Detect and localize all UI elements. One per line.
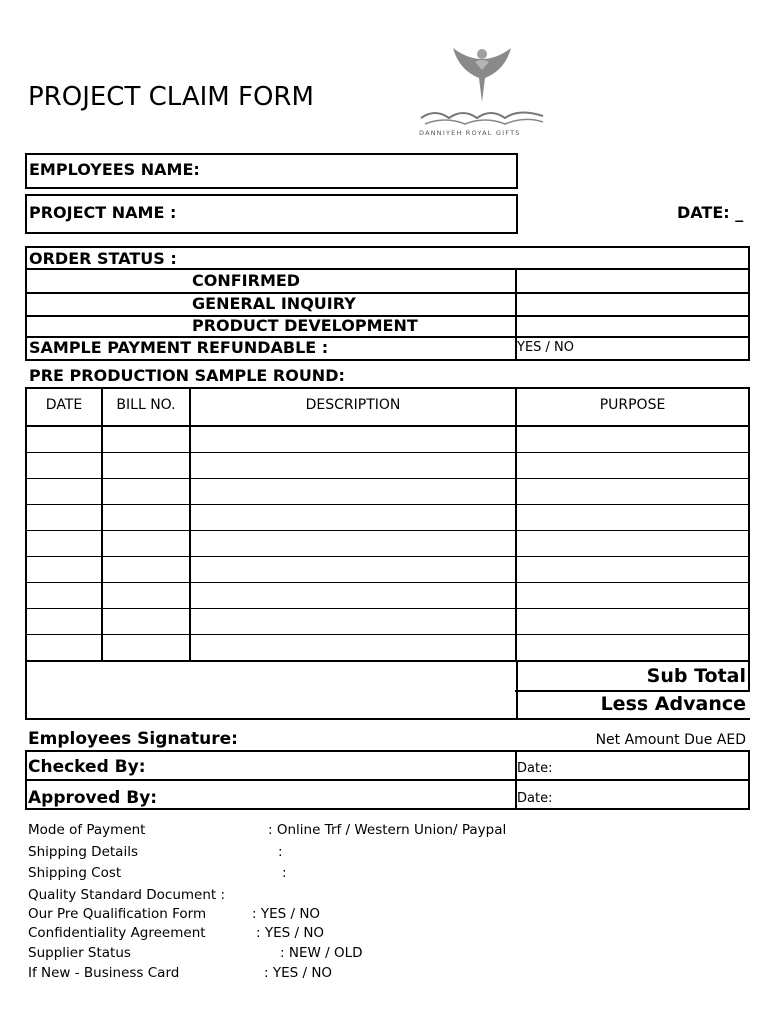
sample-payment-label: SAMPLE PAYMENT REFUNDABLE : (29, 338, 329, 357)
info-shipping-cost-label: Shipping Cost (28, 865, 122, 881)
checked-by-date-label[interactable]: Date: (517, 761, 553, 776)
info-confidentiality-value: : YES / NO (256, 925, 325, 941)
order-status-confirmed: CONFIRMED (192, 271, 301, 290)
order-status-label: ORDER STATUS : (29, 249, 177, 268)
table-header-date: DATE (45, 397, 83, 413)
project-name-label: PROJECT NAME : (29, 203, 177, 222)
confirmed-checkbox[interactable] (517, 270, 748, 292)
table-header-description: DESCRIPTION (305, 397, 401, 413)
checked-by-label: Checked By: (28, 757, 146, 777)
info-pre-qualification-value: : YES / NO (252, 906, 321, 922)
page-title: PROJECT CLAIM FORM (28, 82, 314, 112)
info-shipping-details-label: Shipping Details (28, 844, 138, 860)
info-shipping-cost-value: : (282, 865, 287, 881)
info-mode-of-payment-label: Mode of Payment (28, 822, 146, 838)
approved-by-date-label[interactable]: Date: (517, 791, 553, 806)
info-shipping-details-value: : (278, 844, 283, 860)
sample-table (25, 387, 750, 662)
order-status-general-inquiry: GENERAL INQUIRY (192, 294, 356, 313)
pre-production-label: PRE PRODUCTION SAMPLE ROUND: (29, 366, 345, 385)
logo-brand-text: DANNIYEH ROYAL GIFTS (419, 129, 521, 137)
less-advance-label: Less Advance (600, 693, 746, 715)
info-supplier-status-value: : NEW / OLD (280, 945, 363, 961)
order-status-product-development: PRODUCT DEVELOPMENT (192, 316, 418, 335)
info-pre-qualification-label: Our Pre Qualification Form (28, 906, 207, 922)
employee-signature-label: Employees Signature: (28, 729, 238, 749)
logo-emblem-icon (415, 40, 550, 140)
sample-payment-value[interactable]: YES / NO (517, 340, 575, 355)
company-logo (415, 40, 550, 140)
net-amount-label: Net Amount Due AED (595, 732, 746, 748)
info-quality-standard-label: Quality Standard Document : (28, 887, 226, 903)
approved-by-label: Approved By: (28, 788, 158, 808)
table-header-bill-no: BILL NO. (116, 397, 176, 413)
totals-left-box (25, 660, 518, 720)
general-inquiry-checkbox[interactable] (517, 294, 748, 315)
info-mode-of-payment-value: : Online Trf / Western Union/ Paypal (268, 822, 507, 838)
sub-total-label: Sub Total (646, 665, 746, 687)
info-business-card-label: If New - Business Card (28, 965, 180, 981)
date-label: DATE: _ (677, 203, 744, 222)
employee-name-label: EMPLOYEES NAME: (29, 160, 200, 179)
info-confidentiality-label: Confidentiality Agreement (28, 925, 206, 941)
info-supplier-status-label: Supplier Status (28, 945, 131, 961)
product-development-checkbox[interactable] (517, 317, 748, 336)
table-header-purpose: PURPOSE (599, 397, 666, 413)
info-business-card-value: : YES / NO (264, 965, 333, 981)
